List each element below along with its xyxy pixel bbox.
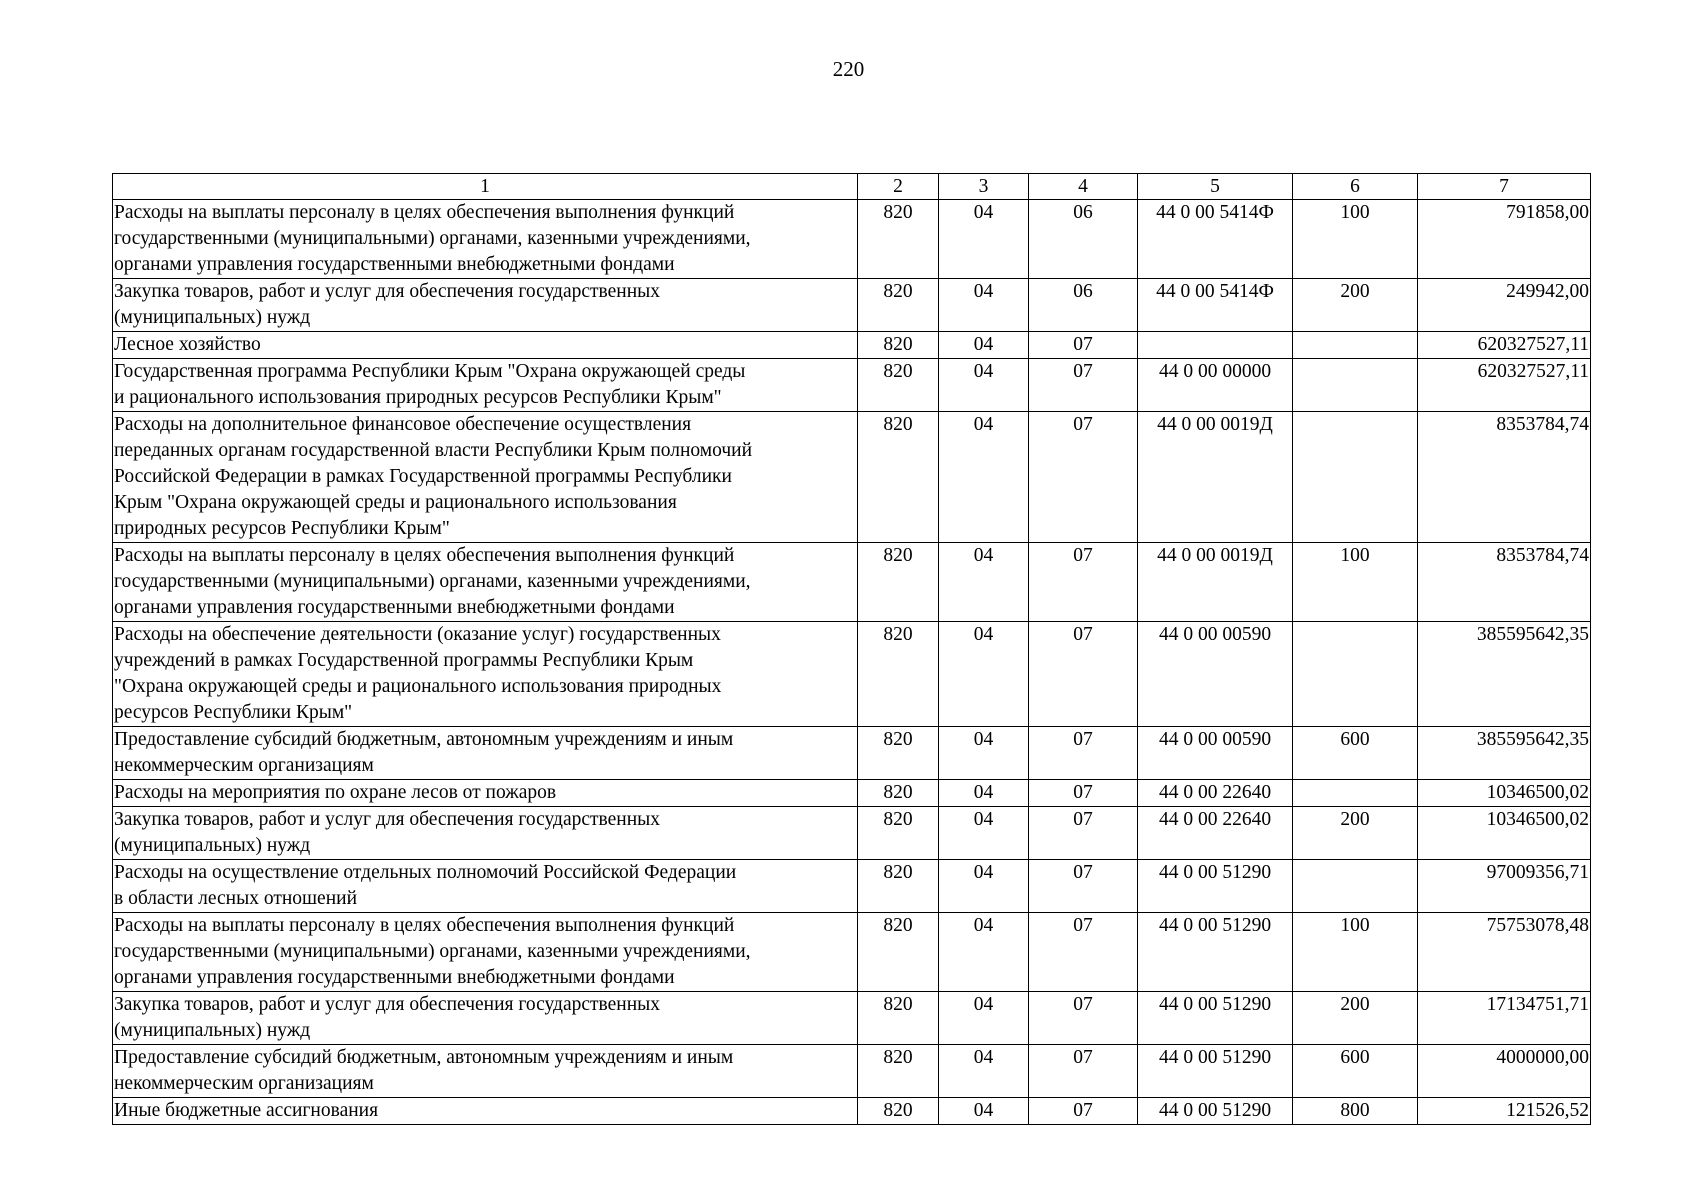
expense-name-line: Расходы на мероприятия по охране лесов от пожаров xyxy=(114,782,557,803)
expense-name-line: "Охрана окружающей среды и рационального использования природных xyxy=(114,676,722,697)
ministry-code-cell: 820 xyxy=(858,780,939,807)
table-row xyxy=(113,200,1591,279)
amount-cell: 385595642,35 xyxy=(1418,727,1591,780)
expense-name-line: Расходы на выплаты персоналу в целях обеспечения выполнения функций xyxy=(114,915,735,936)
ministry-code-cell: 820 xyxy=(858,359,939,412)
section-code-cell: 04 xyxy=(939,913,1029,992)
expense-name-line: Предоставление субсидий бюджетным, автономным учреждениям и иным xyxy=(114,729,734,750)
expense-type-cell: 200 xyxy=(1293,807,1418,860)
section-code-cell: 04 xyxy=(939,860,1029,913)
column-header-1: 1 xyxy=(113,174,858,200)
table-row xyxy=(113,780,1591,807)
table-row xyxy=(113,727,1591,780)
table-header-row xyxy=(113,174,1591,200)
expense-name-cell xyxy=(113,543,858,622)
expense-name-line: некоммерческим организациям xyxy=(114,755,374,776)
target-article-cell: 44 0 00 51290 xyxy=(1138,1045,1293,1098)
target-article-cell: 44 0 00 00590 xyxy=(1138,727,1293,780)
amount-cell: 10346500,02 xyxy=(1418,807,1591,860)
expense-name-cell xyxy=(113,992,858,1045)
expense-name-cell xyxy=(113,1098,858,1125)
target-article-cell: 44 0 00 51290 xyxy=(1138,992,1293,1045)
subsection-code-cell: 07 xyxy=(1029,412,1138,543)
target-article-cell: 44 0 00 5414Ф xyxy=(1138,200,1293,279)
expense-type-cell: 100 xyxy=(1293,200,1418,279)
section-code-cell: 04 xyxy=(939,359,1029,412)
expense-name-cell xyxy=(113,807,858,860)
expense-type-cell xyxy=(1293,359,1418,412)
expense-name-line: (муниципальных) нужд xyxy=(114,835,311,856)
expense-name-cell xyxy=(113,860,858,913)
amount-cell: 791858,00 xyxy=(1418,200,1591,279)
target-article-cell: 44 0 00 00000 xyxy=(1138,359,1293,412)
column-header-7: 7 xyxy=(1418,174,1591,200)
expense-name-line: (муниципальных) нужд xyxy=(114,1020,311,1041)
expense-name-line: Крым "Охрана окружающей среды и рационального использования xyxy=(114,492,677,513)
section-code-cell: 04 xyxy=(939,1098,1029,1125)
subsection-code-cell: 07 xyxy=(1029,359,1138,412)
expense-type-cell xyxy=(1293,412,1418,543)
expense-type-cell xyxy=(1293,860,1418,913)
ministry-code-cell: 820 xyxy=(858,913,939,992)
subsection-code-cell: 07 xyxy=(1029,727,1138,780)
ministry-code-cell: 820 xyxy=(858,1098,939,1125)
amount-cell: 8353784,74 xyxy=(1418,412,1591,543)
subsection-code-cell: 07 xyxy=(1029,622,1138,727)
expense-name-line: учреждений в рамках Государственной программы Республики Крым xyxy=(114,650,694,671)
amount-cell: 620327527,11 xyxy=(1418,332,1591,359)
target-article-cell: 44 0 00 5414Ф xyxy=(1138,279,1293,332)
expense-type-cell: 100 xyxy=(1293,913,1418,992)
section-code-cell: 04 xyxy=(939,622,1029,727)
expense-name-line: Лесное хозяйство xyxy=(114,334,261,355)
expense-name-line: переданных органам государственной власти Республики Крым полномочий xyxy=(114,440,753,461)
amount-cell: 8353784,74 xyxy=(1418,543,1591,622)
subsection-code-cell: 07 xyxy=(1029,332,1138,359)
expense-name-line: в области лесных отношений xyxy=(114,888,358,909)
amount-cell: 75753078,48 xyxy=(1418,913,1591,992)
table-row xyxy=(113,543,1591,622)
expense-type-cell: 200 xyxy=(1293,992,1418,1045)
expense-type-cell: 100 xyxy=(1293,543,1418,622)
target-article-cell: 44 0 00 22640 xyxy=(1138,807,1293,860)
subsection-code-cell: 07 xyxy=(1029,780,1138,807)
subsection-code-cell: 07 xyxy=(1029,860,1138,913)
target-article-cell: 44 0 00 22640 xyxy=(1138,780,1293,807)
target-article-cell: 44 0 00 51290 xyxy=(1138,1098,1293,1125)
amount-cell: 97009356,71 xyxy=(1418,860,1591,913)
expense-name-line: государственными (муниципальными) органами, казенными учреждениями, xyxy=(114,571,751,592)
expense-name-line: Закупка товаров, работ и услуг для обеспечения государственных xyxy=(114,994,661,1015)
subsection-code-cell: 07 xyxy=(1029,992,1138,1045)
target-article-cell: 44 0 00 51290 xyxy=(1138,860,1293,913)
expense-type-cell xyxy=(1293,622,1418,727)
expense-type-cell: 600 xyxy=(1293,1045,1418,1098)
column-header-3: 3 xyxy=(939,174,1029,200)
expense-name-line: Закупка товаров, работ и услуг для обеспечения государственных xyxy=(114,809,661,830)
expense-name-line: Расходы на дополнительное финансовое обеспечение осуществления xyxy=(114,414,692,435)
section-code-cell: 04 xyxy=(939,412,1029,543)
ministry-code-cell: 820 xyxy=(858,860,939,913)
section-code-cell: 04 xyxy=(939,780,1029,807)
subsection-code-cell: 07 xyxy=(1029,913,1138,992)
ministry-code-cell: 820 xyxy=(858,1045,939,1098)
subsection-code-cell: 07 xyxy=(1029,1098,1138,1125)
section-code-cell: 04 xyxy=(939,543,1029,622)
expense-name-line: органами управления государственными внебюджетными фондами xyxy=(114,597,675,618)
expense-name-cell xyxy=(113,1045,858,1098)
amount-cell: 4000000,00 xyxy=(1418,1045,1591,1098)
section-code-cell: 04 xyxy=(939,807,1029,860)
target-article-cell: 44 0 00 0019Д xyxy=(1138,412,1293,543)
ministry-code-cell: 820 xyxy=(858,543,939,622)
expense-name-line: органами управления государственными внебюджетными фондами xyxy=(114,254,675,275)
expense-name-line: Расходы на обеспечение деятельности (оказание услуг) государственных xyxy=(114,624,721,645)
expense-name-line: Предоставление субсидий бюджетным, автономным учреждениям и иным xyxy=(114,1047,734,1068)
subsection-code-cell: 06 xyxy=(1029,279,1138,332)
column-header-4: 4 xyxy=(1029,174,1138,200)
column-header-6: 6 xyxy=(1293,174,1418,200)
amount-cell: 10346500,02 xyxy=(1418,780,1591,807)
table-row xyxy=(113,359,1591,412)
section-code-cell: 04 xyxy=(939,727,1029,780)
ministry-code-cell: 820 xyxy=(858,200,939,279)
expense-name-line: Российской Федерации в рамках Государственной программы Республики xyxy=(114,466,732,487)
expense-name-line: (муниципальных) нужд xyxy=(114,307,311,328)
amount-cell: 17134751,71 xyxy=(1418,992,1591,1045)
column-header-2: 2 xyxy=(858,174,939,200)
amount-cell: 620327527,11 xyxy=(1418,359,1591,412)
ministry-code-cell: 820 xyxy=(858,412,939,543)
expense-name-cell xyxy=(113,332,858,359)
table-row xyxy=(113,622,1591,727)
ministry-code-cell: 820 xyxy=(858,992,939,1045)
expense-type-cell: 200 xyxy=(1293,279,1418,332)
subsection-code-cell: 07 xyxy=(1029,1045,1138,1098)
table-row xyxy=(113,860,1591,913)
ministry-code-cell: 820 xyxy=(858,622,939,727)
section-code-cell: 04 xyxy=(939,279,1029,332)
expense-type-cell xyxy=(1293,780,1418,807)
subsection-code-cell: 06 xyxy=(1029,200,1138,279)
page-number: 220 xyxy=(832,57,865,81)
ministry-code-cell: 820 xyxy=(858,279,939,332)
expense-name-line: Иные бюджетные ассигнования xyxy=(114,1100,379,1121)
expense-name-line: и рационального использования природных ресурсов Республики Крым" xyxy=(114,387,722,408)
section-code-cell: 04 xyxy=(939,200,1029,279)
section-code-cell: 04 xyxy=(939,992,1029,1045)
section-code-cell: 04 xyxy=(939,332,1029,359)
expense-name-line: Расходы на выплаты персоналу в целях обеспечения выполнения функций xyxy=(114,545,735,566)
section-code-cell: 04 xyxy=(939,1045,1029,1098)
ministry-code-cell: 820 xyxy=(858,332,939,359)
expense-name-cell xyxy=(113,200,858,279)
table-row xyxy=(113,807,1591,860)
ministry-code-cell: 820 xyxy=(858,807,939,860)
expense-name-line: Расходы на выплаты персоналу в целях обеспечения выполнения функций xyxy=(114,202,735,223)
target-article-cell: 44 0 00 0019Д xyxy=(1138,543,1293,622)
column-header-5: 5 xyxy=(1138,174,1293,200)
table-row xyxy=(113,913,1591,992)
expense-type-cell: 800 xyxy=(1293,1098,1418,1125)
target-article-cell xyxy=(1138,332,1293,359)
expense-name-cell xyxy=(113,279,858,332)
expense-name-line: некоммерческим организациям xyxy=(114,1073,374,1094)
table-row xyxy=(113,992,1591,1045)
expense-name-line: природных ресурсов Республики Крым" xyxy=(114,518,450,539)
subsection-code-cell: 07 xyxy=(1029,807,1138,860)
table-row xyxy=(113,1098,1591,1125)
expense-name-line: Закупка товаров, работ и услуг для обеспечения государственных xyxy=(114,281,661,302)
budget-table xyxy=(112,173,1591,1125)
amount-cell: 249942,00 xyxy=(1418,279,1591,332)
expense-name-cell xyxy=(113,913,858,992)
table-body xyxy=(113,200,1591,1125)
table-row xyxy=(113,332,1591,359)
expense-name-line: ресурсов Республики Крым" xyxy=(114,702,353,723)
expense-name-line: государственными (муниципальными) органами, казенными учреждениями, xyxy=(114,228,751,249)
expense-name-line: Расходы на осуществление отдельных полномочий Российской Федерации xyxy=(114,862,737,883)
expense-name-cell xyxy=(113,622,858,727)
ministry-code-cell: 820 xyxy=(858,727,939,780)
amount-cell: 121526,52 xyxy=(1418,1098,1591,1125)
expense-name-cell xyxy=(113,780,858,807)
expense-name-cell xyxy=(113,359,858,412)
expense-name-cell xyxy=(113,727,858,780)
expense-name-line: органами управления государственными внебюджетными фондами xyxy=(114,967,675,988)
expense-type-cell xyxy=(1293,332,1418,359)
amount-cell: 385595642,35 xyxy=(1418,622,1591,727)
table-row xyxy=(113,1045,1591,1098)
target-article-cell: 44 0 00 51290 xyxy=(1138,913,1293,992)
table-row xyxy=(113,412,1591,543)
target-article-cell: 44 0 00 00590 xyxy=(1138,622,1293,727)
expense-name-line: государственными (муниципальными) органами, казенными учреждениями, xyxy=(114,941,751,962)
expense-name-cell xyxy=(113,412,858,543)
subsection-code-cell: 07 xyxy=(1029,543,1138,622)
table-row xyxy=(113,279,1591,332)
expense-name-line: Государственная программа Республики Крым "Охрана окружающей среды xyxy=(114,361,746,382)
expense-type-cell: 600 xyxy=(1293,727,1418,780)
